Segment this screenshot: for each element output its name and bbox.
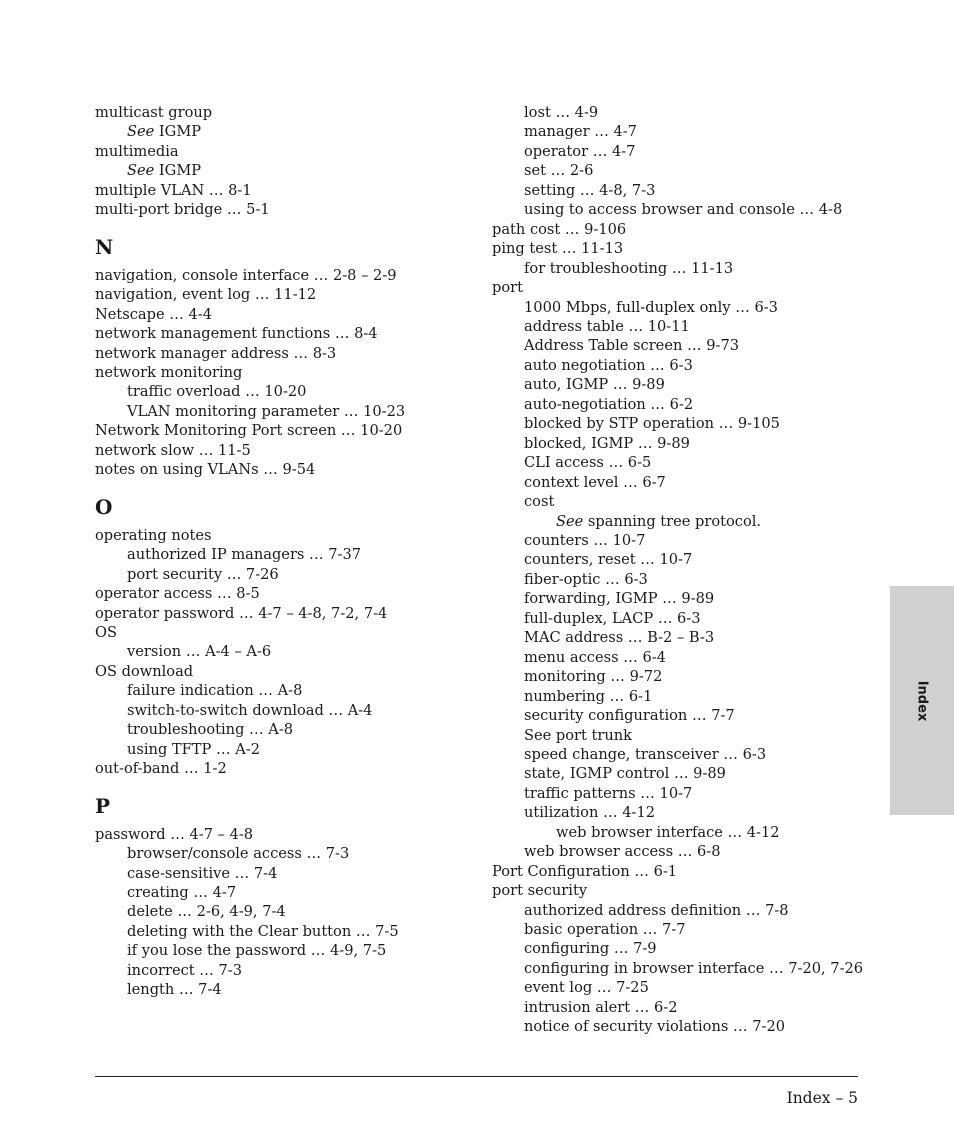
index-subentry: menu access … 6-4 — [524, 648, 666, 666]
index-entry: Network Monitoring Port screen … 10-20 — [95, 422, 403, 440]
index-entry: operating notes — [95, 526, 212, 544]
entry-text: IGMP — [154, 162, 202, 180]
index-subentry: length … 7-4 — [127, 981, 222, 999]
index-subentry: setting … 4-8, 7-3 — [524, 181, 656, 199]
index-subentry — [492, 512, 872, 531]
index-subentry: authorized IP managers … 7-37 — [127, 546, 362, 564]
index-entry: network management functions … 8-4 — [95, 325, 378, 343]
index-entry: port security — [492, 882, 588, 900]
index-subentry: switch-to-switch download … A-4 — [127, 701, 373, 719]
index-entry: OS download — [95, 662, 194, 680]
index-subentry: auto, IGMP … 9-89 — [524, 376, 665, 394]
entry-text: IGMP — [154, 123, 202, 141]
index-subentry: port security … 7-26 — [127, 565, 279, 583]
index-subentry: basic operation … 7-7 — [524, 921, 686, 939]
index-letter-heading: O — [95, 494, 113, 519]
index-subentry: web browser interface … 4-12 — [556, 823, 780, 841]
index-entry: notes on using VLANs … 9-54 — [95, 461, 316, 479]
index-subentry: event log … 7-25 — [524, 979, 649, 997]
index-entry: Port Configuration … 6-1 — [492, 862, 678, 880]
index-side-tab — [890, 586, 954, 815]
index-subentry: deleting with the Clear button … 7-5 — [127, 922, 399, 940]
index-subentry: lost … 4-9 — [524, 104, 599, 121]
index-subentry: fiber-optic … 6-3 — [524, 570, 648, 588]
index-entry: operator password … 4-7 – 4-8, 7-2, 7-4 — [95, 604, 388, 622]
index-entry: Netscape … 4-4 — [95, 305, 212, 323]
index-subentry: browser/console access … 7-3 — [127, 845, 350, 863]
index-subentry: See port trunk — [524, 726, 632, 744]
index-subentry: for troubleshooting … 11-13 — [524, 259, 734, 277]
index-entry: operator access … 8-5 — [95, 585, 260, 603]
index-subentry: 1000 Mbps, full-duplex only … 6-3 — [524, 298, 778, 316]
index-subentry: incorrect … 7-3 — [127, 961, 243, 979]
index-subentry: counters, reset … 10-7 — [524, 551, 693, 569]
index-subentry: if you lose the password … 4-9, 7-5 — [127, 942, 387, 960]
index-subentry: context level … 6-7 — [524, 473, 666, 491]
see-reference: See — [127, 123, 155, 141]
index-letter-heading: N — [95, 234, 114, 259]
index-subentry: operator … 4-7 — [524, 142, 636, 160]
index-entry: OS — [95, 623, 117, 641]
index-subentry: auto-negotiation … 6-2 — [524, 395, 694, 413]
index-entry: navigation, console interface … 2-8 – 2-9 — [95, 266, 397, 284]
page-number: Index – 5 — [786, 1089, 858, 1107]
index-subentry: cost — [524, 493, 555, 511]
index-subentry: state, IGMP control … 9-89 — [524, 765, 726, 783]
entry-text: spanning tree protocol. — [583, 512, 762, 530]
index-subentry — [95, 161, 475, 180]
index-letter-heading: P — [95, 793, 111, 818]
index-subentry: set … 2-6 — [524, 162, 594, 180]
index-entry: path cost … 9-106 — [492, 220, 627, 238]
index-entry: multi-port bridge … 5-1 — [95, 201, 270, 219]
index-entry: network slow … 11-5 — [95, 441, 251, 459]
side-tab-label: Index — [914, 680, 930, 721]
index-subentry: manager … 4-7 — [524, 123, 637, 141]
index-subentry: authorized address definition … 7-8 — [524, 901, 789, 919]
index-subentry: counters … 10-7 — [524, 531, 646, 549]
index-entry: out-of-band … 1-2 — [95, 760, 227, 778]
index-entry: port — [492, 279, 523, 297]
index-entry: network manager address … 8-3 — [95, 344, 337, 362]
index-subentry: case-sensitive … 7-4 — [127, 864, 278, 882]
index-column-right — [492, 103, 872, 1037]
index-entry: multicast group — [95, 104, 213, 121]
index-subentry — [95, 122, 475, 141]
index-subentry: intrusion alert … 6-2 — [524, 998, 678, 1016]
index-subentry: configuring … 7-9 — [524, 940, 657, 958]
index-subentry: troubleshooting … A-8 — [127, 721, 294, 739]
index-subentry: numbering … 6-1 — [524, 687, 653, 705]
index-subentry: blocked, IGMP … 9-89 — [524, 434, 690, 452]
index-subentry: auto negotiation … 6-3 — [524, 356, 693, 374]
see-reference: See — [556, 512, 584, 530]
index-subentry: failure indication … A-8 — [127, 682, 303, 700]
index-subentry: forwarding, IGMP … 9-89 — [524, 590, 715, 608]
index-entry: password … 4-7 – 4-8 — [95, 825, 254, 843]
index-subentry: using to access browser and console … 4-8 — [524, 201, 843, 219]
index-subentry: delete … 2-6, 4-9, 7-4 — [127, 903, 286, 921]
index-subentry: MAC address … B-2 – B-3 — [524, 629, 715, 647]
index-subentry: version … A-4 – A-6 — [127, 643, 272, 661]
index-subentry: utilization … 4-12 — [524, 804, 656, 822]
footer-rule — [95, 1076, 858, 1077]
index-subentry: CLI access … 6-5 — [524, 454, 652, 472]
index-subentry: speed change, transceiver … 6-3 — [524, 745, 767, 763]
index-subentry: web browser access … 6-8 — [524, 843, 721, 861]
index-subentry: blocked by STP operation … 9-105 — [524, 415, 780, 433]
index-subentry: creating … 4-7 — [127, 883, 237, 901]
index-entry: navigation, event log … 11-12 — [95, 286, 317, 304]
index-subentry: monitoring … 9-72 — [524, 668, 663, 686]
index-entry: ping test … 11-13 — [492, 240, 624, 258]
index-entry: multiple VLAN … 8-1 — [95, 181, 252, 199]
index-subentry: traffic patterns … 10-7 — [524, 784, 693, 802]
index-subentry: notice of security violations … 7-20 — [524, 1018, 786, 1036]
index-entry: network monitoring — [95, 363, 243, 381]
see-reference: See — [127, 162, 155, 180]
index-subentry: VLAN monitoring parameter … 10-23 — [127, 402, 406, 420]
index-subentry: configuring in browser interface … 7-20, 7-26 — [524, 959, 864, 977]
index-subentry: security configuration … 7-7 — [524, 707, 735, 725]
index-subentry: traffic overload … 10-20 — [127, 383, 307, 401]
index-subentry: address table … 10-11 — [524, 317, 690, 335]
index-column-left — [95, 103, 475, 1000]
index-subentry: using TFTP … A-2 — [127, 740, 260, 758]
index-subentry: Address Table screen … 9-73 — [524, 337, 740, 355]
index-subentry: full-duplex, LACP … 6-3 — [524, 609, 701, 627]
index-entry: multimedia — [95, 142, 179, 160]
